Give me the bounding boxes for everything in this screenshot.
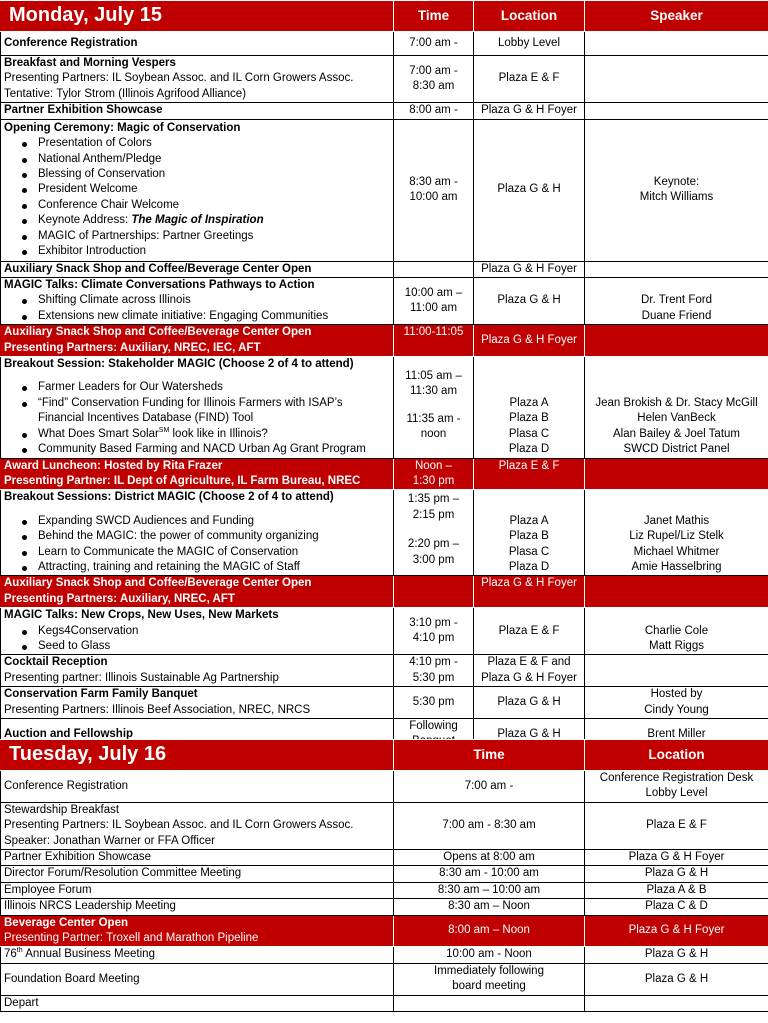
session-time: 7:00 am - bbox=[394, 32, 474, 56]
tuesday-header-row bbox=[1, 740, 768, 771]
session-location: Plaza E & F bbox=[474, 458, 585, 490]
speaker-name: Cindy Young bbox=[644, 703, 709, 716]
breakout-speaker: Michael Whitmer bbox=[633, 545, 720, 558]
session-title: Breakfast and Morning Vespers bbox=[4, 57, 176, 69]
time-start: Noon – bbox=[414, 459, 453, 472]
session-location bbox=[474, 490, 585, 576]
session-time bbox=[394, 963, 585, 995]
session-location: Plaza G & H bbox=[474, 687, 585, 719]
table-row bbox=[1, 963, 768, 995]
session-details bbox=[1, 576, 394, 608]
table-row bbox=[1, 261, 768, 277]
session-time bbox=[394, 261, 474, 277]
session-speaker bbox=[585, 119, 768, 261]
time-end: 1:30 pm bbox=[412, 474, 455, 487]
session-bullet-list bbox=[4, 380, 390, 457]
table-row bbox=[1, 325, 768, 357]
list-item: Extensions new climate initiative: Engaging Communities bbox=[22, 309, 390, 324]
list-item: Presentation of Colors bbox=[22, 136, 390, 151]
time-start: 4:10 pm - bbox=[409, 656, 458, 669]
session-partners: Presenting Partners: IL Soybean Assoc. and IL Corn Growers Assoc. bbox=[4, 72, 354, 85]
session-location: Plaza G & H bbox=[474, 719, 585, 751]
list-item-line: What Does Smart Solar bbox=[38, 427, 159, 440]
session-location: Plaza G & H bbox=[474, 278, 585, 325]
time-start: 3:10 pm - bbox=[409, 616, 458, 629]
session-title: MAGIC Talks: Climate Conversations Pathways to Action bbox=[4, 279, 315, 292]
session-details bbox=[1, 458, 394, 490]
session-details bbox=[1, 490, 394, 576]
time-start: 7:00 am - bbox=[409, 64, 458, 77]
speaker-name: Duane Friend bbox=[641, 309, 712, 322]
session-time: 7:00 am - bbox=[394, 771, 585, 803]
keynote-title: The Magic of Inspiration bbox=[131, 214, 264, 227]
service-mark: SM bbox=[158, 426, 170, 434]
table-row bbox=[1, 771, 768, 803]
meeting-name: Annual Business Meeting bbox=[22, 948, 155, 961]
session-details bbox=[1, 56, 394, 103]
table-row bbox=[1, 995, 768, 1011]
session-time: 8:00 am - bbox=[394, 103, 474, 119]
session-time bbox=[394, 490, 474, 576]
session-title: Depart bbox=[1, 995, 394, 1011]
session-details bbox=[1, 687, 394, 719]
speaker-name: Matt Riggs bbox=[649, 639, 704, 652]
table-row bbox=[1, 357, 768, 458]
location-line: Conference Registration Desk bbox=[599, 772, 754, 784]
session-time: 11:00-11:05 bbox=[394, 325, 474, 357]
session-details bbox=[1, 119, 394, 261]
session-location bbox=[585, 995, 768, 1011]
list-item: Kegs4Conservation bbox=[22, 624, 390, 639]
meeting-number: 76 bbox=[4, 948, 17, 961]
time-line: Following bbox=[409, 720, 458, 732]
session-time bbox=[394, 458, 474, 490]
breakout-speaker: Amie Hasselbring bbox=[631, 560, 722, 573]
session-speaker bbox=[585, 278, 768, 325]
time-start: 2:20 pm – bbox=[407, 538, 460, 551]
breakout-speaker: Liz Rupel/Liz Stelk bbox=[629, 530, 724, 543]
time-start: 11:35 am - bbox=[406, 412, 461, 425]
table-row bbox=[1, 802, 768, 849]
time-end: 11:00 am bbox=[409, 302, 458, 315]
session-partners: Presenting Partners: Auxiliary, NREC, IEC, AFT bbox=[4, 341, 261, 354]
monday-day-title: Monday, July 15 bbox=[1, 1, 394, 32]
session-speaker: Brent Miller bbox=[585, 719, 768, 751]
session-time: 8:00 am – Noon bbox=[394, 915, 585, 947]
list-item: Attracting, training and retaining the MAGIC of Staff bbox=[22, 560, 390, 575]
breakout-speaker: Jean Brokish & Dr. Stacy McGill bbox=[595, 396, 758, 409]
session-bullet-list bbox=[4, 136, 390, 259]
speaker-column-header: Speaker bbox=[585, 1, 768, 32]
list-item: Conference Chair Welcome bbox=[22, 198, 390, 213]
table-row bbox=[1, 882, 768, 898]
session-time bbox=[394, 119, 474, 261]
session-time: 8:30 am – 10:00 am bbox=[394, 882, 585, 898]
list-item: Expanding SWCD Audiences and Funding bbox=[22, 514, 390, 529]
session-speaker bbox=[585, 357, 768, 458]
time-end: 8:30 am bbox=[412, 80, 455, 93]
session-details bbox=[1, 915, 394, 947]
list-item: National Anthem/Pledge bbox=[22, 152, 390, 167]
session-speaker bbox=[585, 576, 768, 608]
session-speaker bbox=[585, 103, 768, 119]
session-partners: Presenting partner: Illinois Sustainable Ag Partnership bbox=[4, 671, 279, 684]
session-details bbox=[1, 608, 394, 655]
session-location: Plaza G & H bbox=[585, 947, 768, 963]
location-column-header: Location bbox=[474, 1, 585, 32]
time-start: 11:05 am – bbox=[405, 370, 462, 383]
location-line: Plaza G & H Foyer bbox=[481, 671, 577, 684]
list-item: Community Based Farming and NACD Urban Ag Grant Program bbox=[22, 442, 390, 457]
session-title: Conference Registration bbox=[1, 771, 394, 803]
table-row bbox=[1, 608, 768, 655]
session-location: Plaza G & H Foyer bbox=[474, 325, 585, 357]
session-location bbox=[474, 357, 585, 458]
session-title: Illinois NRCS Leadership Meeting bbox=[1, 899, 394, 915]
table-row bbox=[1, 866, 768, 882]
session-title: Opening Ceremony: Magic of Conservation bbox=[4, 121, 241, 134]
session-title: Partner Exhibition Showcase bbox=[1, 850, 394, 866]
session-bullet-list bbox=[4, 624, 390, 655]
session-time: 10:00 am - Noon bbox=[394, 947, 585, 963]
breakout-speaker: Helen VanBeck bbox=[637, 412, 716, 425]
session-title: Partner Exhibition Showcase bbox=[1, 103, 394, 119]
table-row bbox=[1, 655, 768, 687]
speaker-name: Charlie Cole bbox=[644, 624, 709, 637]
session-title: Breakout Session: Stakeholder MAGIC (Choose 2 of 4 to attend) bbox=[4, 358, 354, 371]
breakout-speaker: Alan Bailey & Joel Tatum bbox=[613, 427, 740, 440]
list-item: Farmer Leaders for Our Watersheds bbox=[22, 380, 390, 395]
breakout-location: Plaza A bbox=[509, 396, 549, 409]
session-title: Award Luncheon: Hosted by Rita Frazer bbox=[4, 459, 223, 472]
session-partners: Presenting Partners: Illinois Beef Association, NREC, NRCS bbox=[4, 703, 311, 716]
table-row bbox=[1, 850, 768, 866]
session-partners: Presenting Partners: Auxiliary, NREC, AFT bbox=[4, 592, 235, 605]
session-location: Plaza G & H Foyer bbox=[474, 261, 585, 277]
session-location: Plaza E & F bbox=[585, 802, 768, 849]
session-title: Auxiliary Snack Shop and Coffee/Beverage Center Open bbox=[1, 261, 394, 277]
session-time: 7:00 am - 8:30 am bbox=[394, 802, 585, 849]
session-note: Tentative: Tylor Strom (Illinois Agrifood Alliance) bbox=[4, 87, 247, 100]
session-partners: Presenting Partners: IL Soybean Assoc. and IL Corn Growers Assoc. bbox=[4, 819, 354, 832]
breakout-location: Plaza B bbox=[509, 412, 549, 425]
breakout-speaker: Janet Mathis bbox=[643, 514, 710, 527]
session-title: Breakout Sessions: District MAGIC (Choose 2 of 4 to attend) bbox=[4, 491, 334, 504]
session-location bbox=[585, 771, 768, 803]
time-end: 2:15 pm bbox=[412, 508, 455, 521]
session-bullet-list bbox=[4, 514, 390, 576]
table-row bbox=[1, 458, 768, 490]
monday-header-row bbox=[1, 1, 768, 32]
session-partners: Presenting Partner: Troxell and Marathon Pipeline bbox=[4, 932, 259, 945]
session-title: Beverage Center Open bbox=[4, 916, 128, 929]
table-row bbox=[1, 119, 768, 261]
breakout-location: Plaza A bbox=[509, 514, 549, 527]
session-location: Plaza G & H bbox=[585, 866, 768, 882]
session-title: Employee Forum bbox=[1, 882, 394, 898]
table-row bbox=[1, 899, 768, 915]
session-location: Plaza G & H Foyer bbox=[585, 915, 768, 947]
session-speaker bbox=[585, 655, 768, 687]
session-time bbox=[394, 995, 585, 1011]
session-location: Plaza G & H Foyer bbox=[474, 103, 585, 119]
session-time bbox=[394, 576, 474, 608]
session-location: Plaza G & H Foyer bbox=[474, 576, 585, 608]
session-time bbox=[394, 278, 474, 325]
location-line: Lobby Level bbox=[645, 787, 708, 800]
session-location: Plaza C & D bbox=[585, 899, 768, 915]
session-title: MAGIC Talks: New Crops, New Uses, New Markets bbox=[4, 609, 279, 622]
session-bullet-list bbox=[4, 293, 390, 324]
session-time bbox=[394, 608, 474, 655]
session-title: Auxiliary Snack Shop and Coffee/Beverage Center Open bbox=[4, 577, 312, 590]
session-details bbox=[1, 278, 394, 325]
table-row bbox=[1, 32, 768, 56]
tuesday-day-title: Tuesday, July 16 bbox=[1, 740, 394, 771]
speaker-name: Mitch Williams bbox=[639, 191, 714, 204]
list-item: Shifting Climate across Illinois bbox=[22, 293, 390, 308]
session-details bbox=[1, 357, 394, 458]
session-title: Conference Registration bbox=[1, 32, 394, 56]
list-item-line: look like in Illinois? bbox=[169, 427, 268, 440]
session-time: 5:30 pm bbox=[394, 687, 474, 719]
tuesday-schedule-table bbox=[0, 739, 768, 1012]
list-item-line: Financial Incentives Database (FIND) Tool bbox=[38, 412, 254, 425]
session-time: Opens at 8:00 am bbox=[394, 850, 585, 866]
breakout-location: Plaza B bbox=[509, 530, 549, 543]
list-item bbox=[22, 427, 390, 442]
session-title: Cocktail Reception bbox=[4, 656, 108, 669]
session-speaker bbox=[585, 32, 768, 56]
location-column-header: Location bbox=[585, 740, 768, 771]
session-location: Plaza A & B bbox=[585, 882, 768, 898]
time-start: 10:00 am – bbox=[404, 286, 463, 299]
session-speaker bbox=[585, 325, 768, 357]
session-partners: Presenting Partner: IL Dept of Agriculture, IL Farm Bureau, NREC bbox=[4, 474, 361, 487]
time-line: board meeting bbox=[452, 980, 526, 993]
list-item: Exhibitor Introduction bbox=[22, 244, 390, 259]
breakout-location: Plasa C bbox=[508, 427, 550, 440]
session-location: Plaza E & F bbox=[474, 56, 585, 103]
session-time bbox=[394, 655, 474, 687]
time-end: 4:10 pm bbox=[412, 632, 455, 645]
time-start: 1:35 pm – bbox=[407, 493, 460, 506]
session-title: Foundation Board Meeting bbox=[1, 963, 394, 995]
table-row bbox=[1, 278, 768, 325]
session-title: Auxiliary Snack Shop and Coffee/Beverage Center Open bbox=[4, 326, 312, 339]
session-location: Plaza G & H Foyer bbox=[585, 850, 768, 866]
speaker-label: Keynote: bbox=[653, 175, 700, 188]
session-speaker bbox=[585, 687, 768, 719]
session-location bbox=[474, 655, 585, 687]
list-item: Learn to Communicate the MAGIC of Conservation bbox=[22, 545, 390, 560]
table-row bbox=[1, 915, 768, 947]
session-speaker bbox=[585, 608, 768, 655]
time-end: 5:30 pm bbox=[412, 671, 455, 684]
list-item: Behind the MAGIC: the power of community organizing bbox=[22, 529, 390, 544]
list-item: Seed to Glass bbox=[22, 639, 390, 654]
session-details bbox=[1, 325, 394, 357]
breakout-location: Plaza D bbox=[508, 443, 550, 456]
session-time: 8:30 am – Noon bbox=[394, 899, 585, 915]
table-row bbox=[1, 576, 768, 608]
session-details bbox=[1, 655, 394, 687]
session-location: Plaza G & H bbox=[474, 119, 585, 261]
time-start: 8:30 am - bbox=[409, 175, 458, 188]
session-time: 8:30 am - 10:00 am bbox=[394, 866, 585, 882]
table-row bbox=[1, 103, 768, 119]
table-row bbox=[1, 490, 768, 576]
speaker-label: Hosted by bbox=[650, 688, 703, 701]
session-title: Stewardship Breakfast bbox=[4, 803, 120, 816]
list-item bbox=[22, 213, 390, 228]
session-location: Plaza G & H bbox=[585, 963, 768, 995]
time-column-header: Time bbox=[394, 1, 474, 32]
session-speaker bbox=[585, 458, 768, 490]
time-end: 10:00 am bbox=[409, 191, 458, 204]
time-column-header: Time bbox=[394, 740, 585, 771]
session-location: Plaza E & F bbox=[474, 608, 585, 655]
session-title bbox=[1, 947, 394, 963]
table-row bbox=[1, 687, 768, 719]
time-end: noon bbox=[420, 428, 447, 441]
session-details bbox=[1, 802, 394, 849]
breakout-location: Plasa C bbox=[508, 545, 550, 558]
breakout-location: Plaza D bbox=[508, 560, 550, 573]
table-row bbox=[1, 947, 768, 963]
time-line: Immediately following bbox=[434, 964, 544, 977]
session-title: Auction and Fellowship bbox=[1, 719, 394, 751]
session-speaker bbox=[585, 261, 768, 277]
session-speaker bbox=[585, 56, 768, 103]
list-item: President Welcome bbox=[22, 182, 390, 197]
location-line: Plaza E & F and bbox=[487, 656, 571, 669]
list-item bbox=[22, 396, 390, 427]
ordinal-suffix: th bbox=[16, 947, 23, 955]
breakout-speaker: SWCD District Panel bbox=[623, 443, 730, 456]
list-item-label: Keynote Address: bbox=[38, 214, 132, 227]
table-row bbox=[1, 56, 768, 103]
session-time bbox=[394, 56, 474, 103]
session-speaker-note: Speaker: Jonathan Warner or FFA Officer bbox=[4, 834, 215, 847]
session-location: Lobby Level bbox=[474, 32, 585, 56]
session-title: Director Forum/Resolution Committee Meeting bbox=[1, 866, 394, 882]
time-end: 3:00 pm bbox=[412, 553, 455, 566]
time-end: 11:30 am bbox=[409, 385, 458, 398]
list-item-line: “Find” Conservation Funding for Illinois Farmers with ISAP’s bbox=[38, 396, 343, 409]
session-title: Conservation Farm Family Banquet bbox=[4, 688, 198, 701]
list-item: Blessing of Conservation bbox=[22, 167, 390, 182]
session-speaker bbox=[585, 490, 768, 576]
session-time bbox=[394, 357, 474, 458]
list-item: MAGIC of Partnerships: Partner Greetings bbox=[22, 229, 390, 244]
speaker-name: Dr. Trent Ford bbox=[641, 294, 712, 307]
